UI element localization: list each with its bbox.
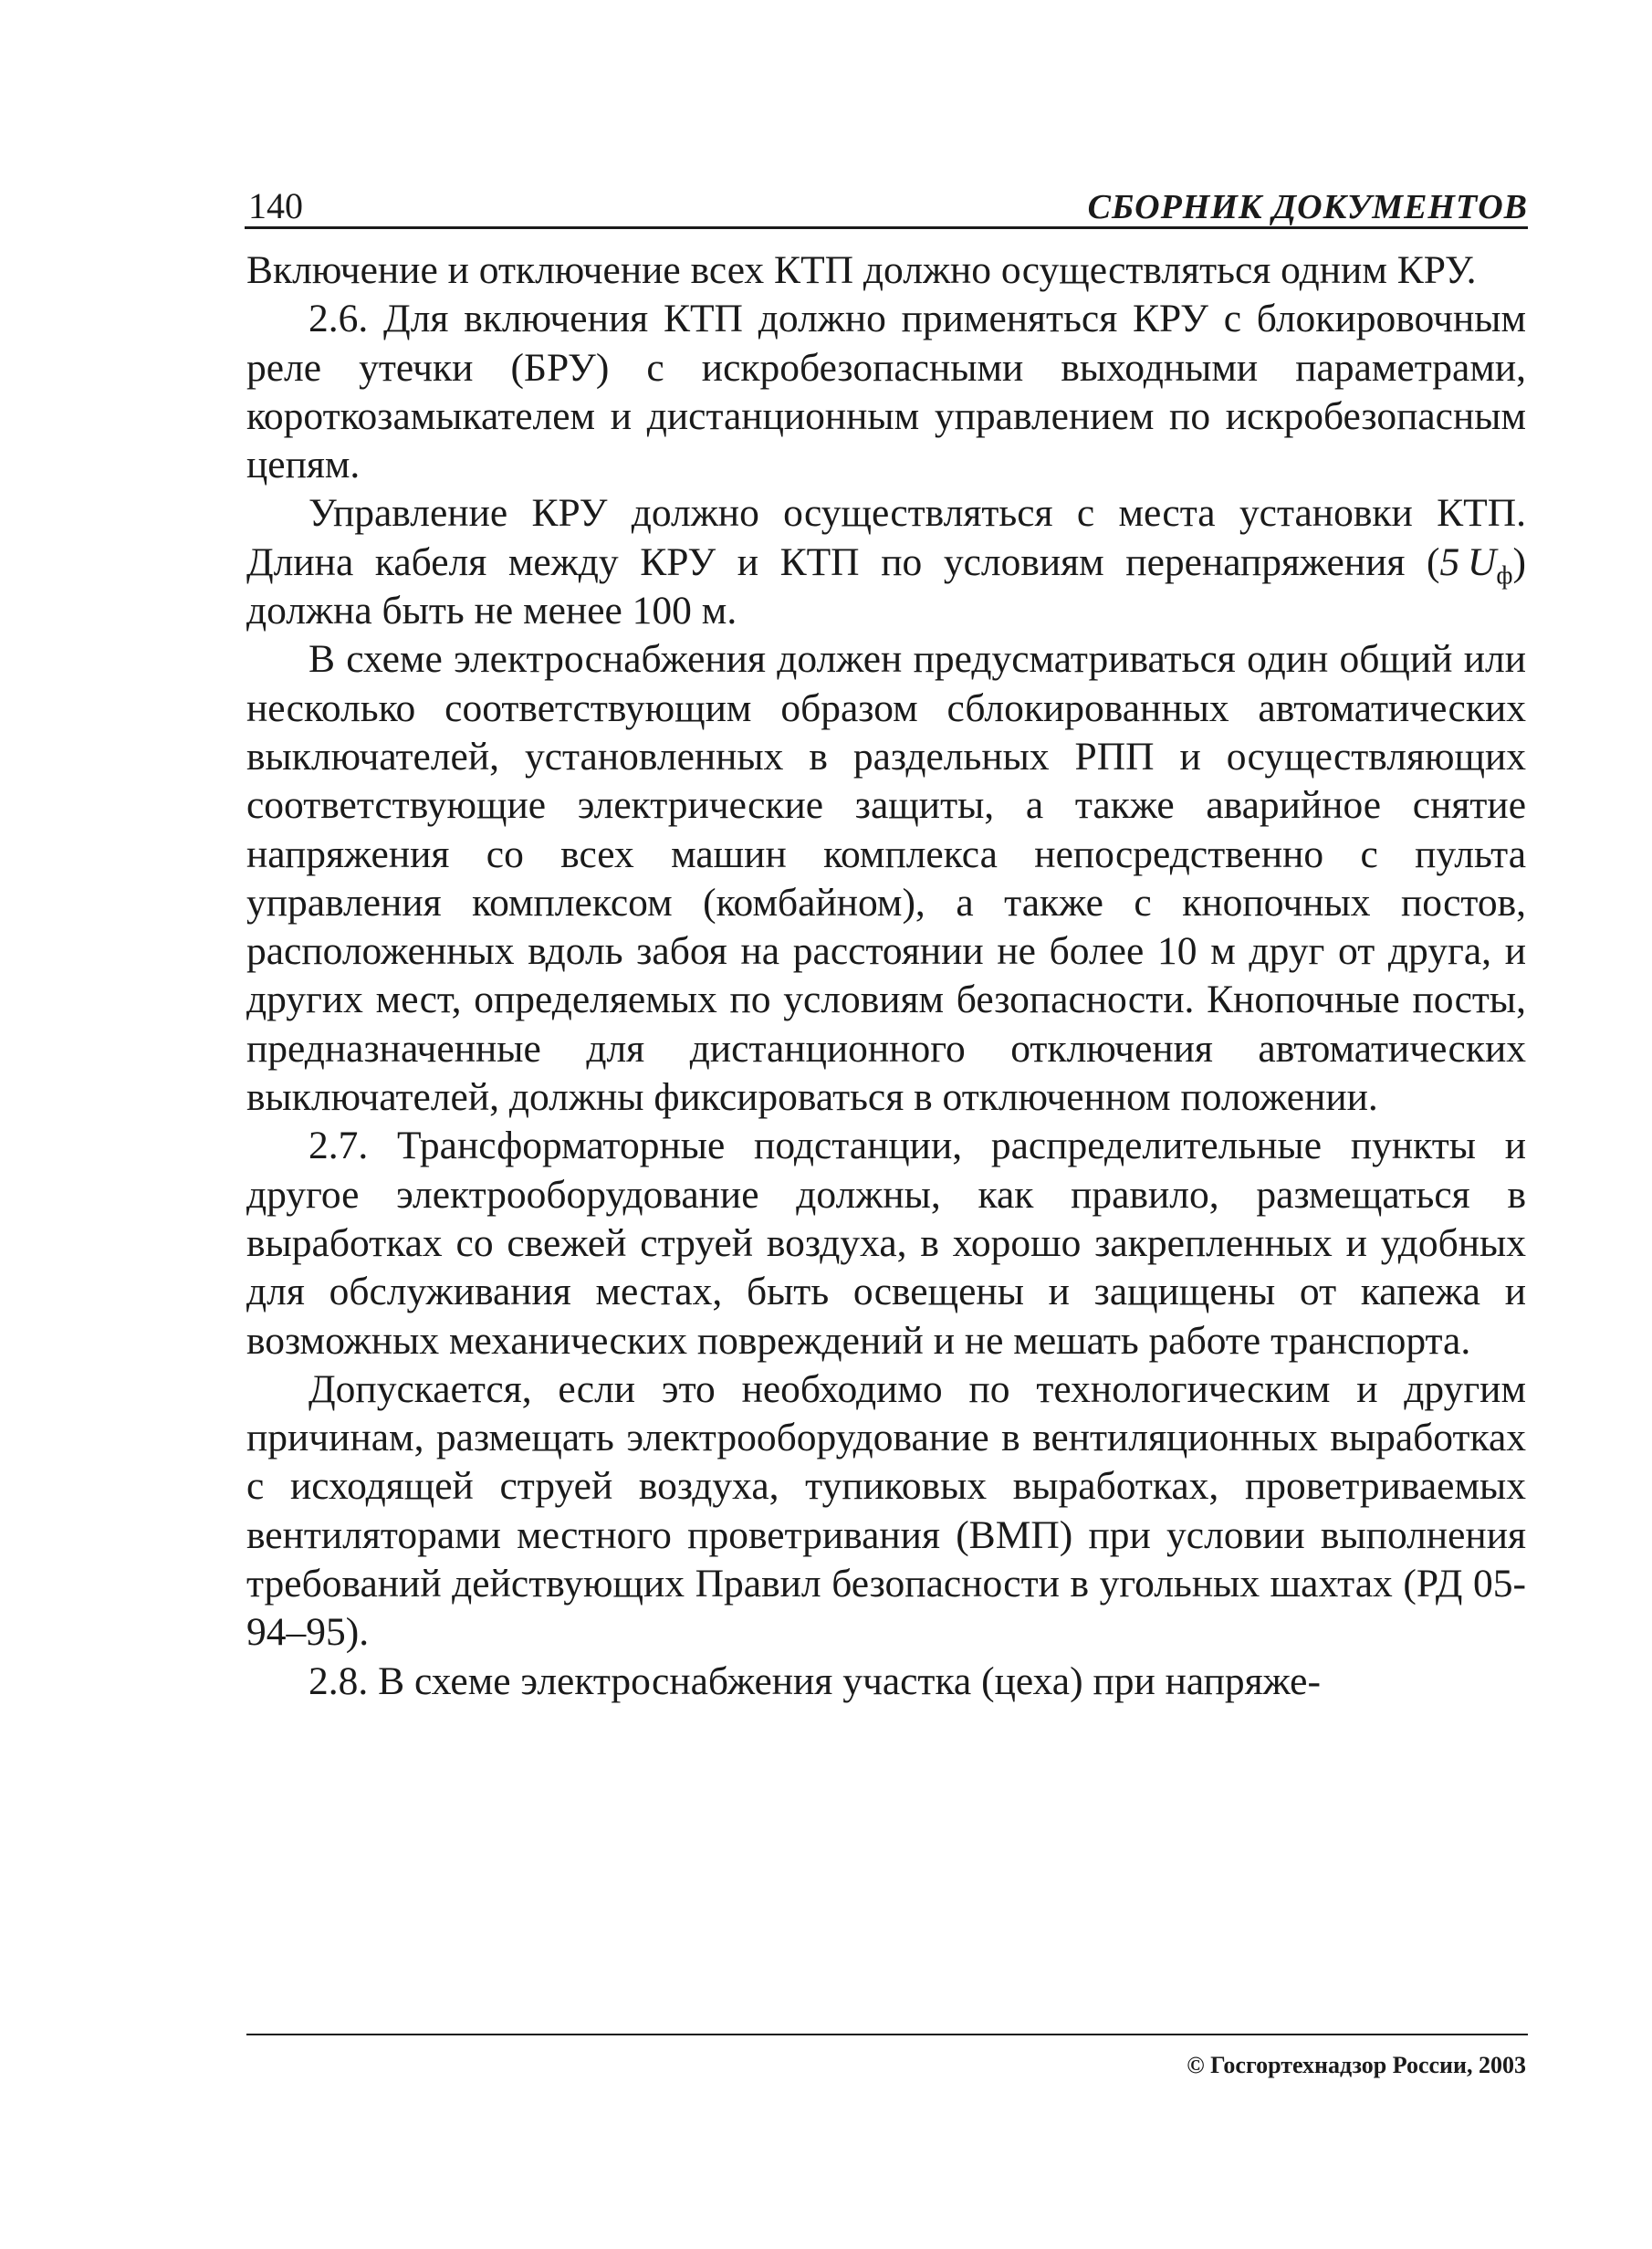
- running-title: СБОРНИК ДОКУМЕНТОВ: [1087, 188, 1528, 226]
- footer-rule: [246, 2034, 1528, 2035]
- copyright: © Госгортехнадзор России, 2003: [1187, 2052, 1526, 2078]
- paragraph-kru-control: [246, 489, 1526, 635]
- formula-variable: U: [1467, 539, 1497, 584]
- paragraph-allowance: Допускается, если это необходимо по технологическим и другим причинам, размещать электрооборудование в вентиляционных выработках с исходящей струей воздуха, тупиковых выработках, проветриваемых вентиляторами местного проветривания (ВМП) при условии выполнения требований действующих Правил безопасности в угольных шахтах (РД 05-94–95).: [246, 1366, 1526, 1655]
- paragraph-power-scheme: В схеме электроснабжения должен предусматриваться один общий или несколько соответствующим образом сблокированных автоматических выключателей, установленных в раздельных РПП и осуществляющих соответствующие электрические защиты, а также аварийное снятие напряжения со всех машин комплекса непосредственно с пульта управления комплексом (комбайном), а также с кнопочных постов, расположенных вдоль забоя на расстоянии не более 10 м друг от друга, и других мест, определяемых по условиям безопасности. Кнопочные посты, предназначенные для дистанционного отключения автоматических выключателей, должны фиксироваться в отключенном положении.: [246, 637, 1526, 1120]
- paragraph-2-6: 2.6. Для включения КТП должно применяться КРУ с блокировочным реле утечки (БРУ) с искробезопасными выходными параметрами, короткозамыкателем и дистанционным управлением по искробезопасным цепям.: [246, 297, 1526, 487]
- paragraph-kru-control-text-start: Управление КРУ должно осуществляться с места установки КТП. Длина кабеля между КРУ и КТП по условиям перенапряжения (: [246, 491, 1526, 584]
- page-header: [245, 179, 1528, 229]
- paragraph-2-8: 2.8. В схеме электроснабжения участка (цеха) при напряже-: [308, 1658, 1321, 1703]
- paragraph-2-7: 2.7. Трансформаторные подстанции, распределительные пункты и другое электрооборудование должны, как правило, размещаться в выработках со свежей струей воздуха, в хорошо закрепленных и удобных для обслуживания местах, быть освещены и защищены от капежа и возможных механических повреждений и не мешать работе транспорта.: [246, 1124, 1526, 1363]
- paragraph-kru-control-text-end: ) должна быть не менее 100 м.: [246, 539, 1526, 633]
- page-number: 140: [248, 185, 303, 226]
- formula-coefficient: 5: [1439, 539, 1460, 584]
- overvoltage-formula: [1439, 539, 1513, 591]
- formula-subscript: ф: [1496, 561, 1513, 591]
- paragraph-ktp-switching: Включение и отключение всех КТП должно осуществляться одним КРУ.: [246, 248, 1477, 292]
- page-body: [246, 246, 1526, 1706]
